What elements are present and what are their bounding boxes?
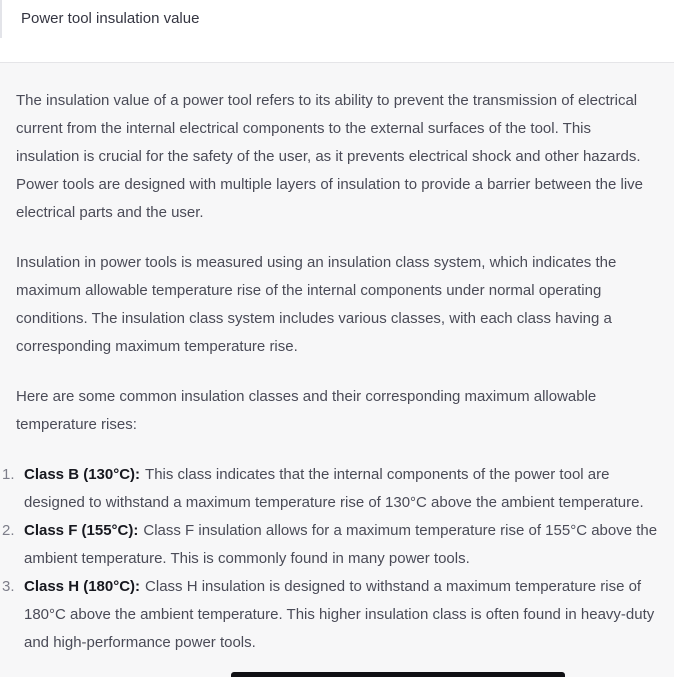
list-item-number: 1. [2,466,15,483]
user-message-text: Power tool insulation value [21,10,200,27]
assistant-message [0,63,674,677]
list-item-text: Class F insulation allows for a maximum temperature rise of 155°C above the ambient temperature. This is commonly found in many power tools. [24,522,658,567]
list-item [2,517,658,573]
insulation-class-list [2,461,658,657]
home-indicator-bar[interactable] [231,672,565,677]
list-item [2,461,658,517]
assistant-paragraph: Insulation in power tools is measured using an insulation class system, which indicates the maximum allowable temperature rise of the internal components under normal operating conditions. The insulation class system includes various classes, with each class having a corresponding maximum temperature rise. [16,254,617,355]
assistant-paragraph: Here are some common insulation classes and their corresponding maximum allowable temperature rises: [16,388,597,433]
list-item-term: Class H (180°C): [24,578,141,595]
list-item-term: Class F (155°C): [24,522,139,539]
list-item-term: Class B (130°C): [24,466,141,483]
list-item-number: 2. [2,522,15,539]
user-message [0,0,674,63]
list-item-text: This class indicates that the internal components of the power tool are designed to withstand a maximum temperature rise of 130°C above the ambient temperature. [24,466,644,511]
list-item-text: Class H insulation is designed to withstand a maximum temperature rise of 180°C above the ambient temperature. This higher insulation class is often found in heavy-duty and high-performance power tools. [24,578,655,651]
list-item-number: 3. [2,578,15,595]
left-edge-scrollbar-fragment [0,0,2,38]
list-item [2,573,658,657]
assistant-paragraph: The insulation value of a power tool refers to its ability to prevent the transmission of electrical current from the internal electrical components to the external surfaces of the tool. This insulation is crucial for the safety of the user, as it prevents electrical shock and other hazards. Power tools are designed with multiple layers of insulation to provide a barrier between the live electrical parts and the user. [16,92,644,221]
